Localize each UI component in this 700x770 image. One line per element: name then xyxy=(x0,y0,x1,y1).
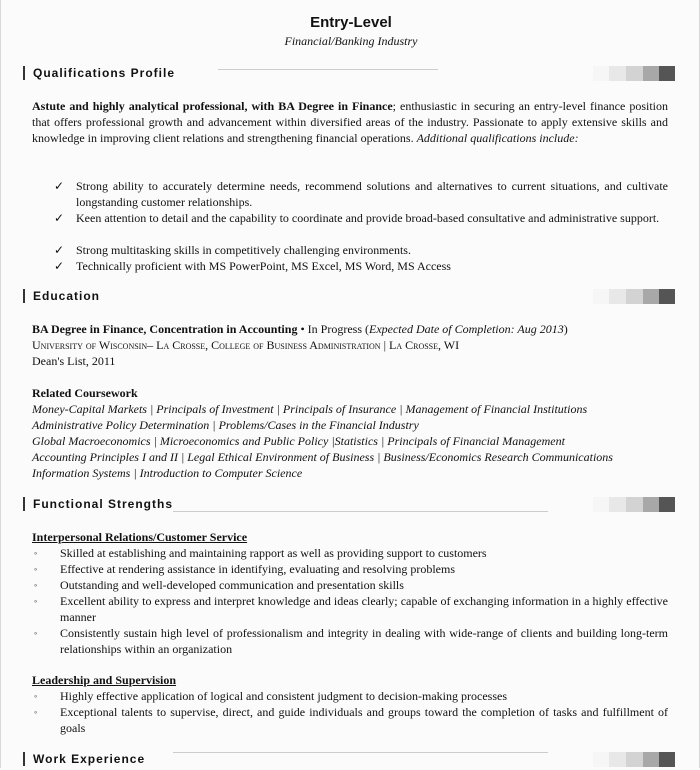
section-gradient-bar xyxy=(593,752,675,767)
section-header-qualifications xyxy=(23,66,675,84)
bullet-text: Technically proficient with MS PowerPoint, MS Excel, MS Word, MS Access xyxy=(76,259,451,273)
bullet-text: Exceptional talents to supervise, direct, and guide individuals and groups toward the completion of tasks and fulfillment of goals xyxy=(60,705,668,735)
resume-title: Entry-Level xyxy=(310,14,392,31)
section-header-strengths xyxy=(23,497,675,515)
resume-header xyxy=(1,14,700,49)
bullet-text: Skilled at establishing and maintaining rapport as well as providing support to customers xyxy=(60,546,487,560)
degree-line xyxy=(32,321,568,337)
qualification-bullet xyxy=(54,210,668,226)
check-icon: ✓ xyxy=(54,243,65,257)
circle-bullet-icon: ◦ xyxy=(34,564,38,574)
resume-subtitle: Financial/Banking Industry xyxy=(284,34,418,48)
bullet-text: Keen attention to detail and the capability to coordinate and provide broad-based consultative and administrative support. xyxy=(76,211,660,225)
school-location: La Crosse, WI xyxy=(389,338,460,352)
school-name: University of Wisconsin– La Crosse, College of Business Administration xyxy=(32,338,381,352)
section-title: Qualifications Profile xyxy=(23,66,175,80)
bullet-text: Strong multitasking skills in competitively challenging environments. xyxy=(76,243,411,257)
degree-name: BA Degree in Finance, Concentration in Accounting xyxy=(32,322,298,336)
circle-bullet-icon: ◦ xyxy=(34,691,38,701)
bullet-text: Effective at rendering assistance in identifying, evaluating and resolving problems xyxy=(60,562,455,576)
interpersonal-title: Interpersonal Relations/Customer Service xyxy=(32,530,248,544)
check-icon: ✓ xyxy=(54,211,65,225)
bullet-text: Consistently sustain high level of professionalism and integrity in dealing with wide-range of clients and building long-term relationships within an organization xyxy=(60,626,668,656)
circle-bullet-icon: ◦ xyxy=(34,580,38,590)
school-line xyxy=(32,337,459,353)
section-title: Work Experience xyxy=(23,752,145,766)
coursework-line: Money-Capital Markets | Principals of Investment | Principals of Insurance | Management of Financial Institutions xyxy=(32,402,588,416)
qualification-bullet xyxy=(54,242,668,258)
coursework-line: Accounting Principles I and II | Legal Ethical Environment of Business | Business/Economics Research Communications xyxy=(32,450,613,464)
coursework-line: Global Macroeconomics | Microeconomics and Public Policy |Statistics | Principals of Financial Management xyxy=(32,434,565,448)
section-rule xyxy=(173,752,548,753)
bullet-text: Strong ability to accurately determine needs, recommend solutions and alternatives to current situations, and cultivate longstanding customer relationships. xyxy=(76,179,668,209)
honors: Dean's List, 2011 xyxy=(32,354,116,368)
intro-bold: Astute and highly analytical professional, with BA Degree in Finance xyxy=(32,99,393,113)
coursework-line: Administrative Policy Determination | Problems/Cases in the Financial Industry xyxy=(32,418,419,432)
coursework-title: Related Coursework xyxy=(32,386,138,400)
qualifications-intro xyxy=(32,98,668,146)
check-icon: ✓ xyxy=(54,179,65,193)
strength-bullet xyxy=(34,545,668,561)
section-rule xyxy=(218,69,438,70)
degree-close: ) xyxy=(563,322,568,336)
strength-bullet xyxy=(34,593,668,625)
intro-italic: Additional qualifications include: xyxy=(416,131,579,145)
strength-bullet xyxy=(34,688,668,704)
strength-bullet xyxy=(34,561,668,577)
degree-expected: Expected Date of Completion: Aug 2013 xyxy=(368,322,564,336)
strength-bullet xyxy=(34,625,668,657)
degree-status: • In Progress ( xyxy=(297,322,369,336)
strength-bullet xyxy=(34,577,668,593)
leadership-title: Leadership and Supervision xyxy=(32,673,177,687)
qualification-bullet xyxy=(54,258,668,274)
bullet-text: Highly effective application of logical and consistent judgment to decision-making processes xyxy=(60,689,507,703)
section-header-work xyxy=(23,752,675,770)
section-rule xyxy=(173,511,548,512)
section-gradient-bar xyxy=(593,289,675,304)
school-separator: | xyxy=(380,338,389,352)
section-title: Functional Strengths xyxy=(23,497,173,511)
strength-bullet xyxy=(34,704,668,736)
section-title: Education xyxy=(23,289,100,303)
coursework-line: Information Systems | Introduction to Computer Science xyxy=(32,466,303,480)
qualification-bullet xyxy=(54,178,668,210)
check-icon: ✓ xyxy=(54,259,65,273)
section-gradient-bar xyxy=(593,66,675,81)
circle-bullet-icon: ◦ xyxy=(34,628,38,638)
bullet-text: Outstanding and well-developed communication and presentation skills xyxy=(60,578,404,592)
bullet-text: Excellent ability to express and interpret knowledge and ideas clearly; capable of exchanging information in a highly effective manner xyxy=(60,594,668,624)
circle-bullet-icon: ◦ xyxy=(34,548,38,558)
section-gradient-bar xyxy=(593,497,675,512)
circle-bullet-icon: ◦ xyxy=(34,596,38,606)
circle-bullet-icon: ◦ xyxy=(34,707,38,717)
intro-text: ; enthusiastic in securing an entry-level finance position that offers professional growth and advancement within diversified areas of the industry. Passionate to apply extensive skills and knowledge in improving client relations and strengthening financial operations. xyxy=(32,99,668,145)
section-header-education xyxy=(23,289,675,307)
